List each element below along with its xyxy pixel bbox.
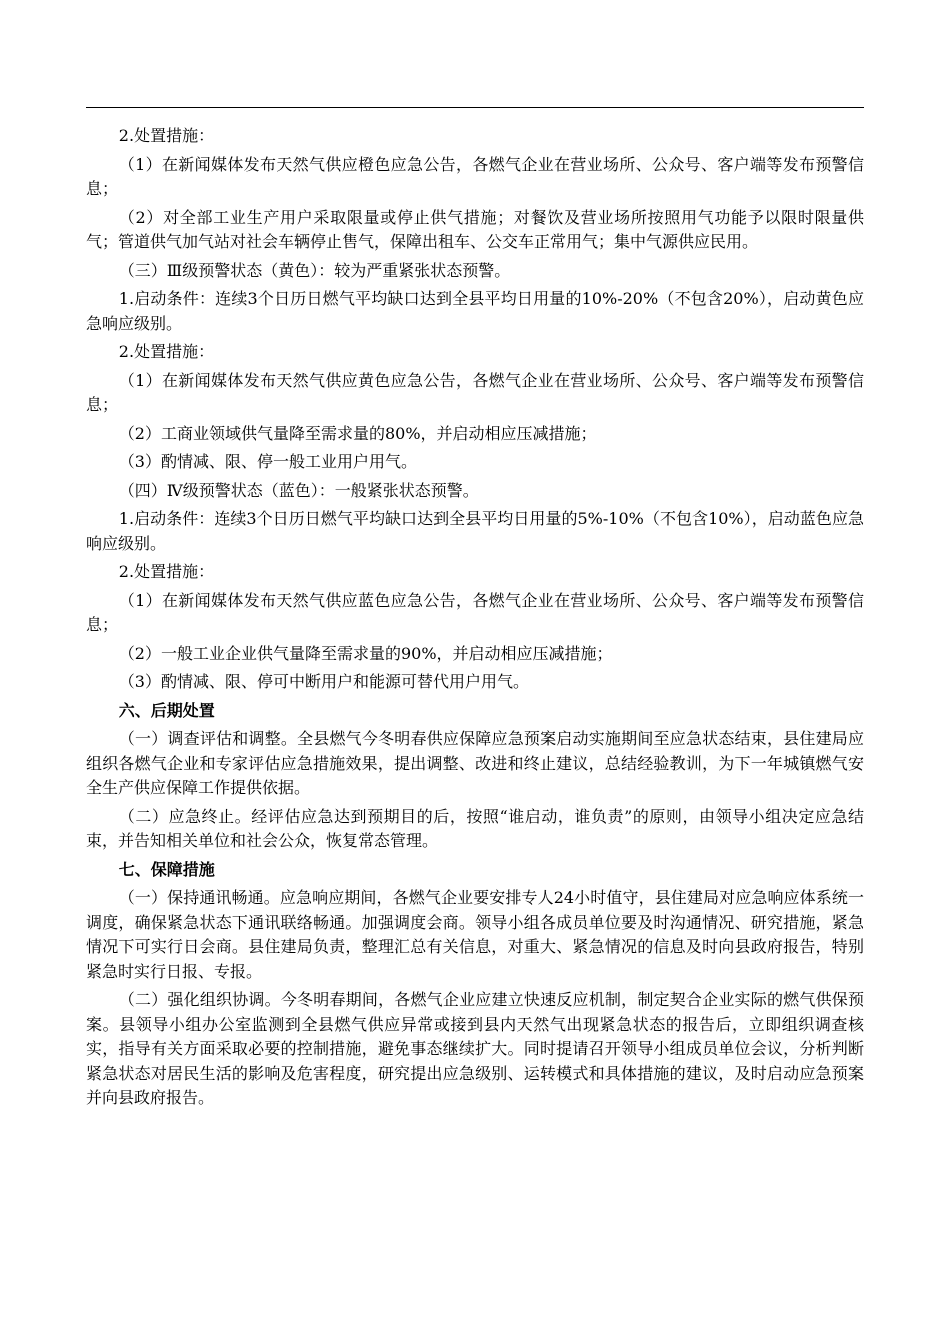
paragraph: （一）调查评估和调整。全县燃气今冬明春供应保障应急预案启动实施期间至应急状态结束，县住建局应组织各燃气企业和专家评估应急措施效果，提出调整、改进和终止建议，总结经验教训，为下一年城镇燃气安全生产供应保障工作提供依据。 — [86, 729, 864, 797]
paragraph: （四）Ⅳ级预警状态（蓝色）：一般紧张状态预警。 — [118, 480, 479, 500]
paragraph: 2.处置措施： — [118, 562, 215, 581]
document-body — [86, 124, 864, 1115]
paragraph: （3）酌情减、限、停可中断用户和能源可替代用户用气。 — [118, 672, 529, 691]
section-heading: 七、保障措施 — [118, 859, 215, 879]
paragraph: （二）强化组织协调。今冬明春期间，各燃气企业应建立快速反应机制，制定契合企业实际的燃气供保预案。县领导小组办公室监测到全县燃气供应异常或接到县内天然气出现紧急状态的报告后，立即组织调查核实，指导有关方面采取必要的控制措施，避免事态继续扩大。同时提请召开领导小组成员单位会议，分析判断紧急状态对居民生活的影响及危害程度，研究提出应急级别、运转模式和具体措施的建议，及时启动应急预案并向县政府报告。 — [86, 990, 864, 1107]
header-rule — [86, 107, 864, 108]
paragraph: （2）对全部工业生产用户采取限量或停止供气措施；对餐饮及营业场所按照用气功能予以限时限量供气；管道供气加气站对社会车辆停止售气，保障出租车、公交车正常用气；集中气源供应民用。 — [86, 207, 864, 251]
paragraph: 2.处置措施： — [118, 342, 215, 361]
section-heading: 六、后期处置 — [118, 700, 215, 720]
paragraph: （2）工商业领域供气量降至需求量的80%，并启动相应压减措施； — [118, 423, 597, 443]
paragraph: 1.启动条件：连续3个日历日燃气平均缺口达到全县平均日用量的10%-20%（不包含20%），启动黄色应急响应级别。 — [86, 289, 864, 333]
paragraph: （3）酌情减、限、停一般工业用户用气。 — [118, 452, 417, 471]
paragraph: （二）应急终止。经评估应急达到预期目的后，按照“谁启动，谁负责”的原则，由领导小组决定应急结束，并告知相关单位和社会公众，恢复常态管理。 — [86, 806, 864, 850]
paragraph: （2）一般工业企业供气量降至需求量的90%，并启动相应压减措施； — [118, 643, 613, 663]
paragraph: （1）在新闻媒体发布天然气供应黄色应急公告，各燃气企业在营业场所、公众号、客户端等发布预警信息； — [86, 370, 864, 414]
paragraph: 1.启动条件：连续3个日历日燃气平均缺口达到全县平均日用量的5%-10%（不包含10%），启动蓝色应急响应级别。 — [86, 509, 864, 553]
paragraph: 2.处置措施： — [118, 126, 215, 145]
paragraph: （三）Ⅲ级预警状态（黄色）：较为严重紧张状态预警。 — [118, 260, 511, 280]
paragraph: （1）在新闻媒体发布天然气供应蓝色应急公告，各燃气企业在营业场所、公众号、客户端等发布预警信息； — [86, 590, 864, 634]
paragraph: （1）在新闻媒体发布天然气供应橙色应急公告，各燃气企业在营业场所、公众号、客户端等发布预警信息； — [86, 154, 864, 198]
paragraph: （一）保持通讯畅通。应急响应期间，各燃气企业要安排专人24小时值守，县住建局对应急响应体系统一调度，确保紧急状态下通讯联络畅通。加强调度会商。领导小组各成员单位要及时沟通情况、研究措施，紧急情况下可实行日会商。县住建局负责，整理汇总有关信息，对重大、紧急情况的信息及时向县政府报告，特别紧急时实行日报、专报。 — [86, 888, 864, 981]
